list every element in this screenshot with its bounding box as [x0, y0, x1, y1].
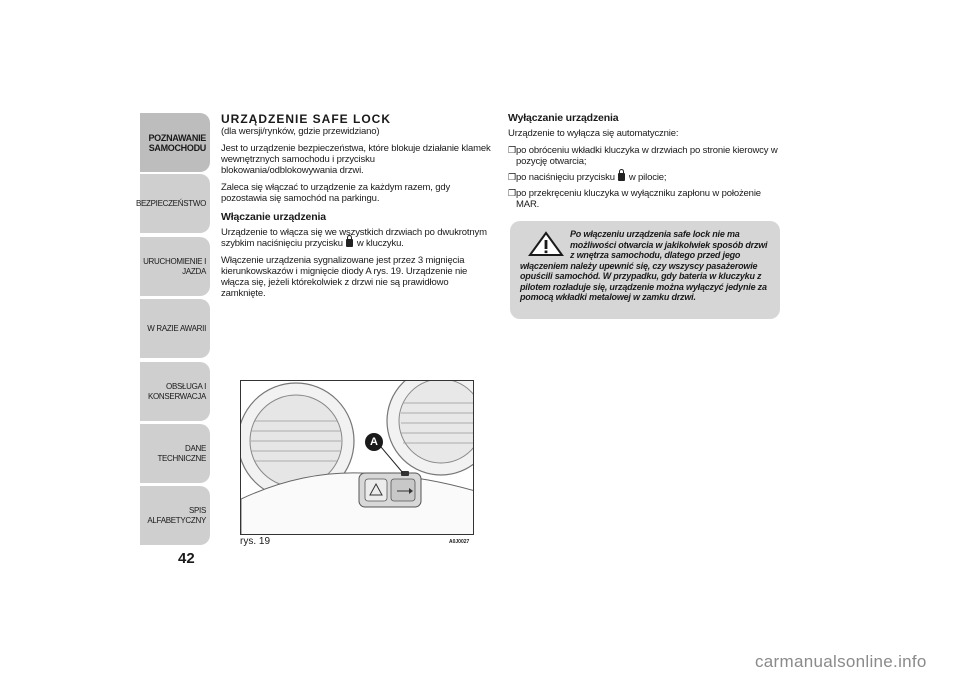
list-item: [508, 145, 780, 167]
right-column: [508, 113, 780, 215]
bullet-box-icon: ❒: [508, 145, 516, 155]
lock-icon: [618, 173, 625, 181]
tab-uruchomienie-i-jazda[interactable]: URUCHOMIENIE I JAZDA: [140, 237, 210, 296]
warning-box: [510, 221, 780, 319]
callout-a-badge: A: [365, 433, 383, 451]
list-item-text: po obróceniu wkładki kluczyka w drzwiach po stronie kierowcy w pozycję otwarcia;: [516, 145, 778, 167]
lock-icon: [346, 239, 353, 247]
section-title: URZĄDZENIE SAFE LOCK: [221, 112, 391, 126]
text-fragment: po naciśnięciu przycisku: [516, 172, 615, 183]
warning-text: Po włączeniu urządzenia safe lock nie ma możliwości otwarcia w jakikolwiek sposób drzwi z wnętrza samochodu, dlatego przed jego włączeniem należy upewnić się, czy wszyscy pasażerowie opuścili samochód. W przypadku, gdy bateria w kluczyku z pilotem rozładuje się, urządzenie można wyłączyć jedynie za pomocą wkładki metalowej w zamku drzwi.: [520, 229, 768, 302]
tab-obsluga-i-konserwacja[interactable]: OBSŁUGA I KONSERWACJA: [140, 362, 210, 421]
figure-code: A0J0027: [449, 539, 470, 545]
heading-disable: Wyłączanie urządzenia: [508, 112, 619, 124]
list-item: [508, 172, 780, 183]
list-item-text: po przekręceniu kluczyka w wyłączniku zapłonu w położenie MAR.: [516, 188, 761, 210]
left-column: [221, 113, 491, 305]
watermark: carmanualsonline.info: [755, 652, 927, 671]
list-item-text: [516, 172, 666, 183]
bullet-box-icon: ❒: [508, 172, 516, 182]
bullet-box-icon: ❒: [508, 188, 516, 198]
figure-caption: rys. 19: [240, 536, 271, 547]
tab-poznawanie-samochodu[interactable]: POZNAWANIE SAMOCHODU: [140, 113, 210, 172]
page-number: 42: [178, 550, 195, 567]
tab-dane-techniczne[interactable]: DANE TECHNICZNE: [140, 424, 210, 483]
text-fragment: w pilocie;: [628, 172, 667, 183]
dashboard-illustration: [241, 381, 474, 535]
paragraph: [221, 227, 491, 249]
heading-enable: Włączanie urządzenia: [221, 211, 326, 223]
tab-w-razie-awarii[interactable]: W RAZIE AWARII: [140, 299, 210, 358]
tab-spis-alfabetyczny[interactable]: SPIS ALFABETYCZNY: [140, 486, 210, 545]
paragraph: Urządzenie to wyłącza się automatycznie:: [508, 128, 679, 139]
warning-triangle-icon: [526, 231, 566, 257]
list-item: [508, 188, 780, 210]
text-fragment: Urządzenie to włącza się we wszystkich drzwiach po dwukrotnym szybkim naciśnięciu przycisku: [221, 227, 487, 249]
figure-dashboard-button: [240, 380, 474, 535]
paragraph: Włączenie urządzenia sygnalizowane jest przez 3 mignięcia kierunkowskazów i mignięcie diody A rys. 19. Urządzenie nie włącza się, jeżeli którekolwiek z drzwi nie są prawidłowo zamknięte.: [221, 255, 468, 299]
tab-bezpieczenstwo[interactable]: BEZPIECZEŃSTWO: [140, 174, 210, 233]
section-subtitle: (dla wersji/rynków, gdzie przewidziano): [221, 126, 380, 137]
paragraph: Jest to urządzenie bezpieczeństwa, które blokuje działanie klamek wewnętrznych samochodu i przycisku blokowania/odblokowywania drzwi.: [221, 143, 491, 176]
text-fragment: w kluczyku.: [356, 238, 404, 249]
paragraph: Zaleca się włączać to urządzenie za każdym razem, gdy pozostawia się samochód na parkingu.: [221, 182, 451, 204]
